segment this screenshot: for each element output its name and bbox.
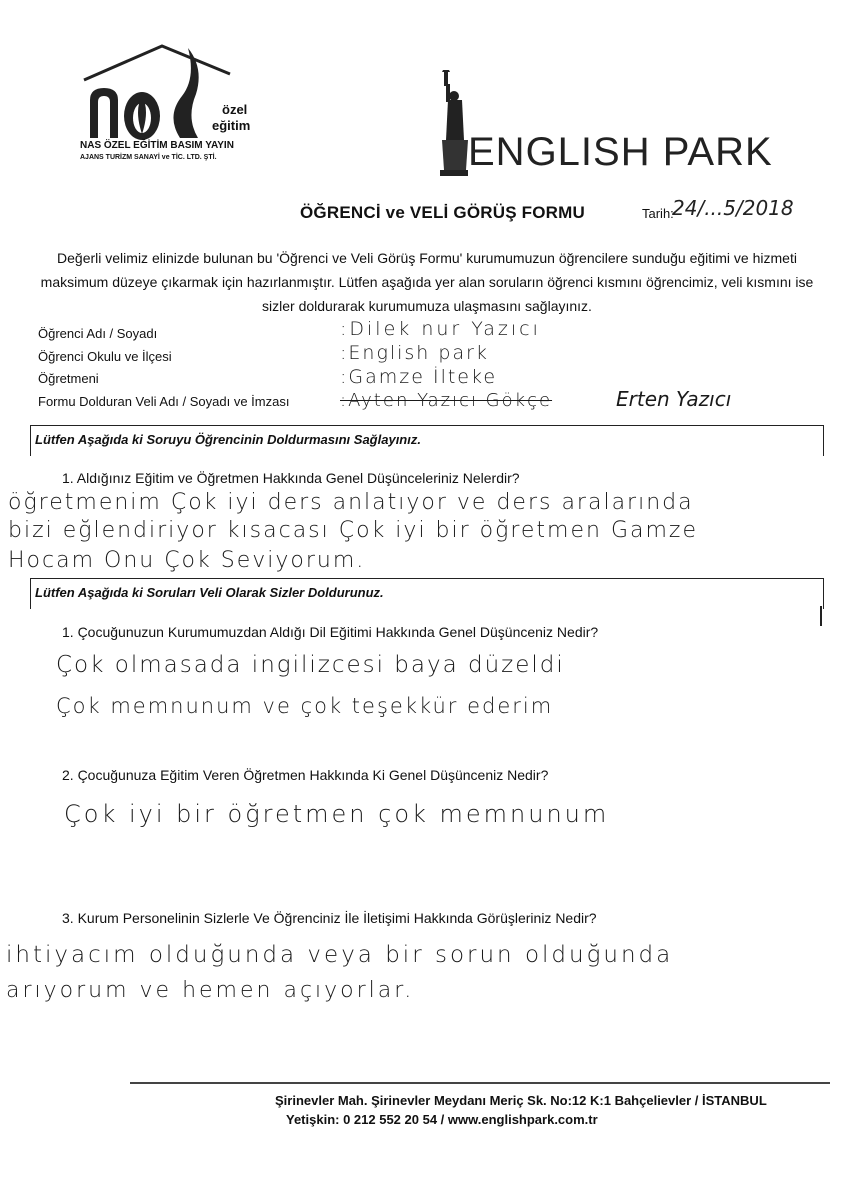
student-section-heading: Lütfen Aşağıda ki Soruyu Öğrencinin Doldurmasını Sağlayınız.	[35, 432, 421, 447]
parent-question-3: 3. Kurum Personelinin Sizlerle Ve Öğrenciniz İle İletişimi Hakkında Görüşleriniz Nedir?	[62, 910, 597, 926]
parent-answer-2: Çok iyi bir öğretmen çok memnunum	[64, 800, 610, 828]
parent-answer-3-line-2: arıyorum ve hemen açıyorlar.	[6, 978, 415, 1003]
student-name-label: Öğrenci Adı / Soyadı	[38, 326, 158, 341]
student-name-value: :Dilek nur Yazıcı	[340, 318, 541, 340]
parent-section-box	[30, 578, 824, 609]
parent-signature: Erten Yazıcı	[616, 387, 732, 411]
school-label: Öğrenci Okulu ve İlçesi	[38, 349, 172, 364]
parent-answer-3-line-1: ihtiyacım olduğunda veya bir sorun olduğunda	[6, 942, 674, 968]
date-label: Tarih:	[642, 206, 674, 221]
footer-address: Şirinevler Mah. Şirinevler Meydanı Meriç Sk. No:12 K:1 Bahçelievler / İSTANBUL	[275, 1093, 767, 1108]
parent-answer-1-line-1: Çok olmasada ingilizcesi baya düzeldi	[56, 652, 565, 678]
nas-logo	[80, 38, 280, 168]
student-answer-1-line-3: Hocam Onu Çok Seviyorum.	[8, 548, 366, 573]
english-park-logo	[432, 70, 792, 180]
footer-divider	[130, 1082, 830, 1084]
nas-company-line1: NAS ÖZEL EĞİTİM BASIM YAYIN	[80, 140, 234, 151]
teacher-value: :Gamze İlteke	[340, 366, 498, 388]
form-title: ÖĞRENCİ ve VELİ GÖRÜŞ FORMU	[300, 203, 585, 222]
section-box-edge	[820, 606, 822, 626]
parent-question-1: 1. Çocuğunuzun Kurumumuzdan Aldığı Dil Eğitimi Hakkında Genel Düşünceniz Nedir?	[62, 624, 599, 640]
parent-label: Formu Dolduran Veli Adı / Soyadı ve İmzası	[38, 394, 290, 409]
parent-question-2: 2. Çocuğunuza Eğitim Veren Öğretmen Hakkında Ki Genel Düşünceniz Nedir?	[62, 767, 549, 783]
student-answer-1-line-1: öğretmenim Çok iyi ders anlatıyor ve ders aralarında	[8, 490, 694, 515]
english-park-wordmark: ENGLISH PARK	[468, 130, 773, 174]
student-question-1: 1. Aldığınız Eğitim ve Öğretmen Hakkında Genel Düşünceleriniz Nelerdir?	[62, 470, 520, 486]
student-section-box	[30, 425, 824, 456]
statue-of-liberty-icon	[434, 70, 468, 180]
nas-company-line2: AJANS TURİZM SANAYİ ve TİC. LTD. ŞTİ.	[80, 154, 217, 161]
parent-value-struck: :Ayten Yazıcı Gökçe	[340, 390, 553, 411]
parent-answer-1-line-2: Çok memnunum ve çok teşekkür ederim	[56, 694, 554, 718]
nas-tag-egitim: eğitim	[212, 118, 251, 133]
student-answer-1-line-2: bizi eğlendiriyor kısacası Çok iyi bir öğretmen Gamze	[8, 518, 698, 543]
parent-section-heading: Lütfen Aşağıda ki Soruları Veli Olarak Sizler Doldurunuz.	[35, 585, 384, 600]
intro-paragraph: Değerli velimiz elinizde bulunan bu 'Öğrenci ve Veli Görüş Formu' kurumumuzun öğrencilere sunduğu eğitimi ve hizmeti maksimum düzeye çıkarmak için hazırlanmıştır. Lütfen aşağıda yer alan soruların öğrenci kısmını öğrencimiz, veli kısmını ise sizler doldurarak kurumumuza ulaşmasını sağlayınız.	[40, 250, 814, 314]
footer-contact: Yetişkin: 0 212 552 20 54 / www.englishpark.com.tr	[286, 1112, 598, 1127]
teacher-label: Öğretmeni	[38, 371, 99, 386]
date-value: 24/...5/2018	[672, 196, 794, 220]
nas-tag-ozel: özel	[222, 102, 248, 117]
school-value: :English park	[340, 342, 489, 364]
